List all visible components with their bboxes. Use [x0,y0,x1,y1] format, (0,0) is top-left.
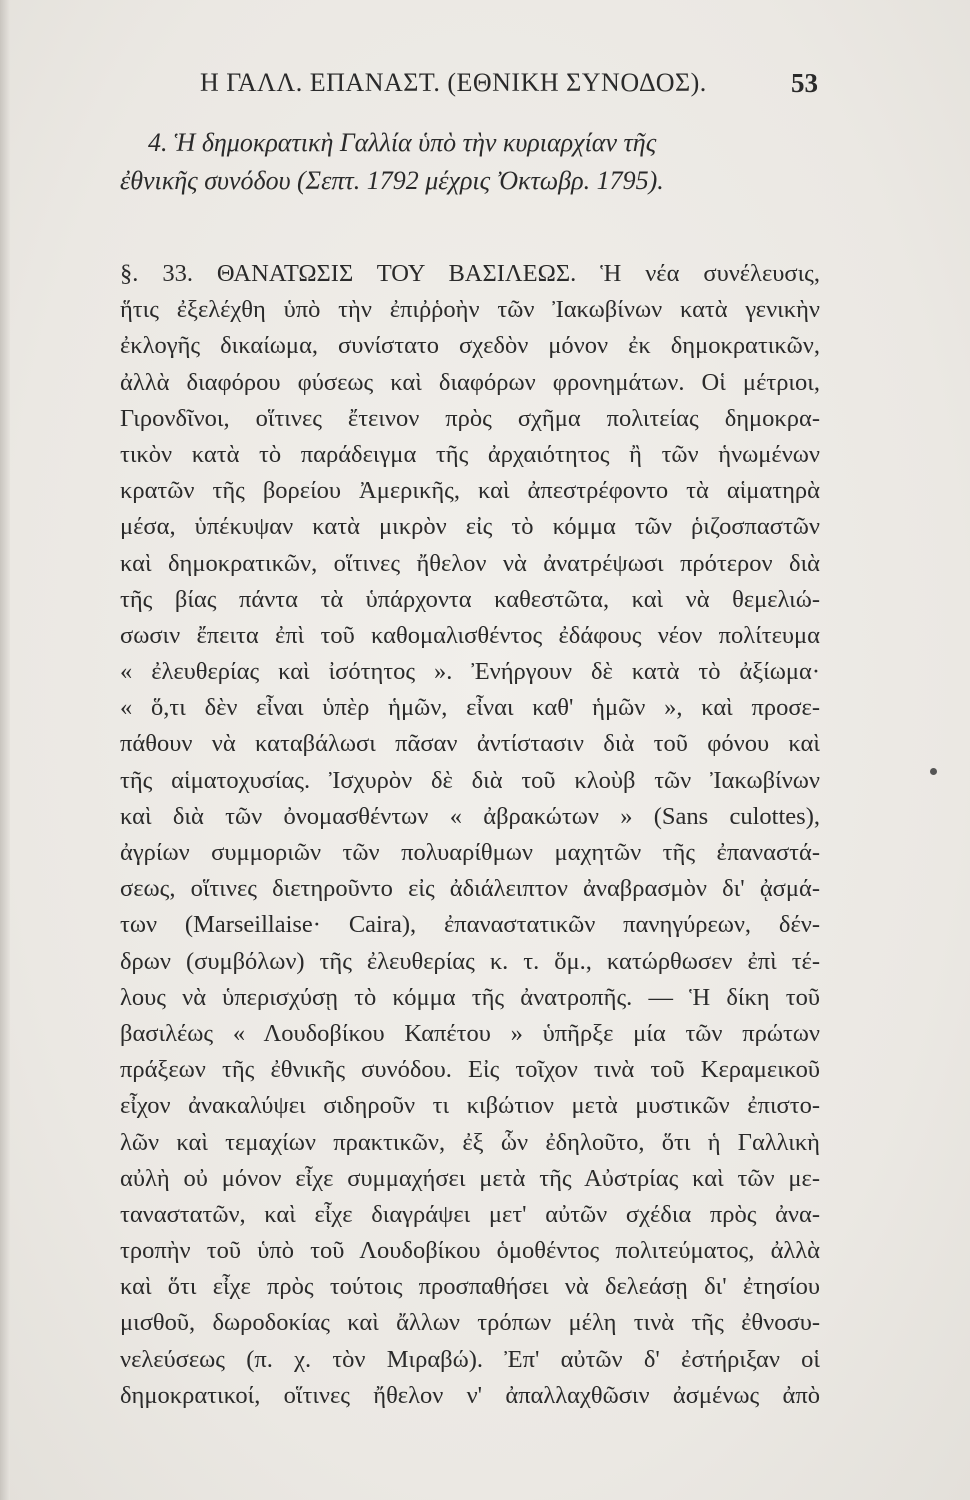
section-heading-line: ἐθνικῆς συνόδου (Σεπτ. 1792 μέχρις Ὀκτωβρ. 1795). [120,166,664,195]
section-heading-line: 4. Ἡ δημοκρατικὴ Γαλλία ὑπὸ τὴν κυριαρχίαν τῆς [148,128,657,157]
text-line: ἐκλογῆς δικαίωμα, συνίστατο σχεδὸν μόνον ἐκ δημοκρατικῶν, [120,332,820,360]
text-line: πάθουν νὰ καταβάλωσι πᾶσαν ἀντίστασιν διὰ τοῦ φόνου καὶ [120,730,820,758]
text-line: των (Marseillaise· Caira), ἐπαναστατικῶν πανηγύρεων, δέν- [120,911,820,939]
text-line: ταναστατῶν, καὶ εἶχε διαγράψει μετ' αὐτῶν σχέδια πρὸς ἀνα- [120,1200,820,1228]
page-header [200,68,818,108]
text-line: τῆς αἱματοχυσίας. Ἰσχυρὸν δὲ διὰ τοῦ κλοὺβ τῶν Ἰακωβίνων [120,766,820,794]
text-line: Γιρονδῖνοι, οἵτινες ἔτεινον πρὸς σχῆμα πολιτείας δημοκρα- [120,404,820,432]
page-binding-edge [0,0,10,1500]
text-line: εἶχον ἀνακαλύψει σιδηροῦν τι κιβώτιον μετὰ μυστικῶν ἐπιστο- [120,1092,820,1120]
text-line: δημοκρατικοί, οἵτινες ἤθελον ν' ἀπαλλαχθῶσιν ἀσμένως ἀπὸ [120,1381,820,1409]
section-heading [120,124,820,200]
text-line: σωσιν ἔπειτα ἐπὶ τοῦ καθομαλισθέντος ἐδάφους νέον πολίτευμα [120,621,820,649]
text-line: αὐλὴ οὐ μόνον εἶχε συμμαχήσει μετὰ τῆς Αὐστρίας καὶ τῶν με- [120,1164,820,1192]
text-line: κρατῶν τῆς βορείου Ἀμερικῆς, καὶ ἀπεστρέφοντο τὰ αἱματηρὰ [120,477,820,505]
text-line: τικὸν κατὰ τὸ παράδειγμα τῆς ἀρχαιότητος ἢ τῶν ἡνωμένων [120,440,820,468]
page-number: 53 [791,68,818,98]
text-line: « ἐλευθερίας καὶ ἰσότητος ». Ἐνήργουν δὲ κατὰ τὸ ἀξίωμα· [120,658,820,686]
text-line: τροπὴν τοῦ ὑπὸ τοῦ Λουδοβίκου ὁμοθέντος πολιτεύματος, ἀλλὰ [120,1237,820,1265]
text-line: νελεύσεως (π. χ. τὸν Μιραβώ). Ἐπ' αὐτῶν δ' ἐστήριξαν οἱ [120,1345,820,1373]
text-line: « ὅ,τι δὲν εἶναι ὑπὲρ ἡμῶν, εἶναι καθ' ἡμῶν », καὶ προσε- [120,694,820,722]
running-head: Η ΓΑΛΛ. ΕΠΑΝΑΣΤ. (ΕΘΝΙΚΗ ΣΥΝΟΔΟΣ). [200,68,707,97]
text-line: ἀγρίων συμμοριῶν τῶν πολυαρίθμων μαχητῶν τῆς ἐπαναστά- [120,839,820,866]
text-line: πράξεων τῆς ἐθνικῆς συνόδου. Εἰς τοῖχον τινὰ τοῦ Κεραμεικοῦ [120,1056,820,1084]
text-line: ἥτις ἐξελέχθη ὑπὸ τὴν ἐπιῤῥοὴν τῶν Ἰακωβίνων κατὰ γενικὴν [120,296,820,324]
text-line: τῆς βίας πάντα τὰ ὑπάρχοντα καθεστῶτα, καὶ νὰ θεμελιώ- [120,585,820,613]
text-line: σεως, οἵτινες διετηροῦντο εἰς ἀδιάλειπτον ἀναβρασμὸν δι' ᾀσμά- [120,875,820,903]
text-line: §. 33. ΘΑΝΑΤΩΣΙΣ ΤΟΥ ΒΑΣΙΛΕΩΣ. Ἡ νέα συνέλευσις, [120,260,820,287]
text-line: μισθοῦ, δωροδοκίας καὶ ἄλλων τρόπων μέλη τινὰ τῆς ἐθνοσυ- [120,1309,820,1337]
text-line: καὶ ὅτι εἶχε πρὸς τούτοις προσπαθήσει νὰ δελεάσῃ δι' ἐτησίου [120,1273,820,1301]
text-line: λῶν καὶ τεμαχίων πρακτικῶν, ἐξ ὧν ἐδηλοῦτο, ὅτι ἡ Γαλλικὴ [120,1128,820,1156]
text-line: ἀλλὰ διαφόρου φύσεως καὶ διαφόρων φρονημάτων. Οἱ μέτριοι, [120,368,820,396]
text-line: καὶ δημοκρατικῶν, οἵτινες ἤθελον νὰ ἀνατρέψωσι πρότερον διὰ [120,549,820,577]
margin-mark [930,768,937,775]
text-line: καὶ διὰ τῶν ὀνομασθέντων « ἀβρακώτων » (Sans culottes), [120,802,820,830]
body-text [120,256,820,1414]
text-line: λους νὰ ὑπερισχύσῃ τὸ κόμμα τῆς ἀνατροπῆς. — Ἡ δίκη τοῦ [120,983,820,1011]
text-line: μέσα, ὑπέκυψαν κατὰ μικρὸν εἰς τὸ κόμμα τῶν ῥιζοσπαστῶν [120,513,820,541]
text-line: δρων (συμβόλων) τῆς ἐλευθερίας κ. τ. ὅμ., κατώρθωσεν ἐπὶ τέ- [120,947,820,975]
text-line: βασιλέως « Λουδοβίκου Καπέτου » ὑπῆρξε μία τῶν πρώτων [120,1019,820,1047]
